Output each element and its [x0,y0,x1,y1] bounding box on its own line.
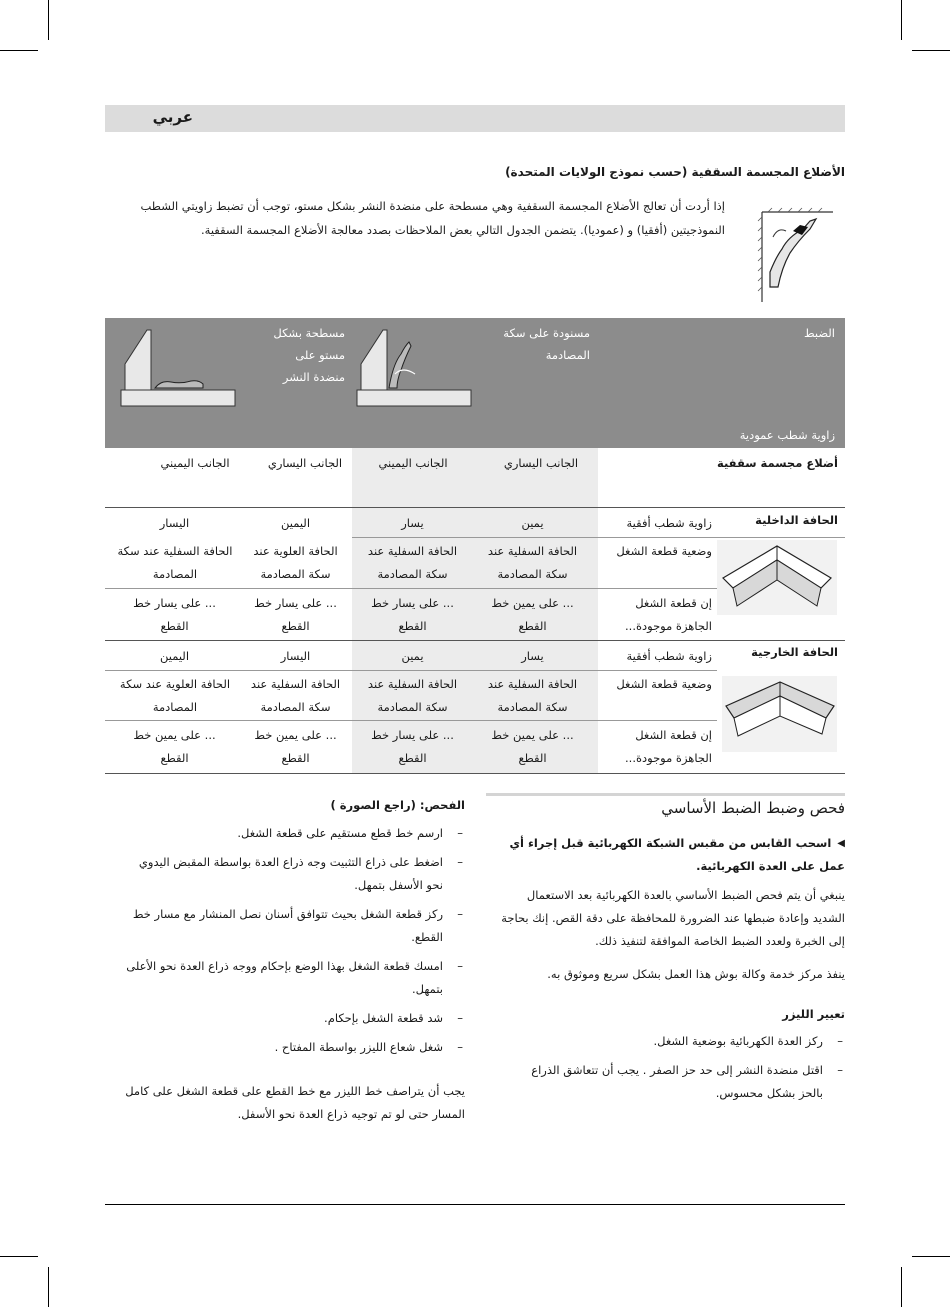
warning-triangle-icon: ◀ [837,838,845,849]
check-text: الفحص: (راجع الصورة ) [330,798,465,812]
inner-row2-c2: الحافة السفلية عند سكة المصادمة [367,544,458,581]
molding-label: أضلاع مجسمة سقفية [717,456,838,470]
warning-text [495,832,845,878]
fence-mount-illustration [353,324,473,408]
side-left-flat: الجانب اليساري [267,456,343,470]
list-item: – اقتل منضدة النشر إلى حد حز الصفر . يجب أن تتعاشق الذراع بالحز بشكل محسوس. [505,1059,845,1105]
outer-row2-c1: الحافة السفلية عند سكة المصادمة [487,677,578,714]
outer-row2-c4: الحافة العلوية عند سكة المصادمة [119,677,231,714]
crop-mark [912,1256,950,1257]
list-item: – ارسم خط قطع مستقيم على قطعة الشغل. [125,822,465,845]
crown-molding-illustration [748,207,833,302]
section-title: الأضلاع المجسمة السقفية (حسب نموذج الولايات المتحدة) [505,165,845,179]
adjustment-heading: فحص وضبط الضبط الأساسي [661,799,845,817]
language-bar [105,105,845,132]
table-header [105,318,845,448]
laser-steps [505,1030,845,1111]
crop-mark [901,0,902,40]
inner-corner-illustration [717,540,837,615]
outer-row2-c3: الحافة السفلية عند سكة المصادمة [250,677,341,714]
outer-row2-c2: الحافة السفلية عند سكة المصادمة [367,677,458,714]
outer-row1-c4: اليمين [159,649,190,663]
crop-mark [0,1256,38,1257]
list-item: – شد قطعة الشغل بإحكام. [125,1007,465,1030]
side-right-flat: الجانب اليميني [160,456,230,470]
outer-row3-c1: ... على يمين خط القطع [491,728,574,765]
header-flat-column: مسطحة بشكل مستو على منضدة النشر [273,326,345,384]
inner-row1-c1: يمين [521,516,544,530]
list-item: – ركز قطعة الشغل بحيث تتوافق أسنان نصل المنشار مع مسار خط القطع. [125,903,465,949]
inner-edge-thumbnail [717,540,837,615]
outer-row3-c3: ... على يمين خط القطع [254,728,337,765]
footer-rule [105,1204,845,1205]
inner-row1-c2: يسار [401,516,424,530]
outer-row1-c2: يمين [401,649,424,663]
service-paragraph: ينفذ مركز خدمة وكالة بوش هذا العمل بشكل سريع وموثوق به. [547,967,845,981]
intro-paragraph: إذا أردت أن تعالج الأضلاع المجسمة السقفية وهي مسطحة على منضدة النشر بشكل مستو، توجب أن تضبط زاويتي الشطب النموذجيتين (أفقيا) و (عموديا). يتضمن الجدول التالي بعض الملاحظات بصدد معالجة الأضلاع المجسمة السقفية. [140,199,725,237]
check-steps [125,822,465,1065]
inner-row3-c2: ... على يسار خط القطع [371,596,454,633]
heading-rule [486,793,845,796]
table-rule [105,670,717,671]
list-item: – اضغط على ذراع التثبيت وجه ذراع العدة بواسطة المقبض اليدوي نحو الأسفل بتمهل. [125,851,465,897]
inner-row1-c4: اليسار [159,516,190,530]
side-right-fence: الجانب اليميني [378,456,448,470]
crop-mark [48,1267,49,1307]
laser-heading: تعيير الليزر [782,1007,845,1021]
inner-row2-c3: الحافة العلوية عند سكة المصادمة [253,544,338,581]
check-line [125,794,465,817]
outer-row3-c2: ... على يسار خط القطع [371,728,454,765]
table-rule [105,588,717,589]
header-vertical-bevel: زاوية شطب عمودية [739,428,835,442]
inner-row2-c4: الحافة السفلية عند سكة المصادمة [117,544,233,581]
crop-mark [901,1267,902,1307]
table-rule [105,773,845,774]
outer-row3-c4: ... على يمين خط القطع [133,728,216,765]
table-rule [105,507,845,508]
laser-note: يجب أن يتراصف خط الليزر مع خط القطع على قطعة الشغل على كامل المسار حتى لو تم توجيه ذراع العدة نحو الأسفل. [125,1084,465,1121]
warning-body: اسحب القابس من مقبس الشبكة الكهربائية قبل إجراء أي عمل على العدة الكهربائية. [509,836,845,873]
inner-row2-label: وضعية قطعة الشغل [616,544,712,558]
inner-row3-c1: ... على يمين خط القطع [491,596,574,633]
side-left-fence: الجانب اليساري [503,456,579,470]
outer-row1-c3: اليسار [280,649,311,663]
flat-mount-illustration [119,324,239,408]
crop-mark [48,0,49,40]
language-label: عربي [152,108,193,126]
inner-row1-label: زاوية شطب أفقية [626,516,712,530]
header-fence-column: مسنودة على سكة المصادمة [503,326,590,362]
outer-corner-illustration [722,676,837,752]
outer-row2-label: وضعية قطعة الشغل [616,677,712,691]
outer-row1-label: زاوية شطب أفقية [626,649,712,663]
outer-edge-thumbnail [722,676,837,752]
outer-edge-label: الحافة الخارجية [751,645,838,659]
outer-row3-label: إن قطعة الشغل الجاهزة موجودة... [625,728,712,765]
outer-row1-c1: يسار [521,649,544,663]
list-item: – ركز العدة الكهربائية بوضعية الشغل. [505,1030,845,1053]
inner-row1-c3: اليمين [280,516,311,530]
crop-mark [912,50,950,51]
maintenance-paragraph: ينبغي أن يتم فحص الضبط الأساسي بالعدة الكهربائية بعد الاستعمال الشديد وإعادة ضبطها عند الضرورة للمحافظة على دقة القص. إنك بحاجة إلى الخبرة ولعدد الضبط الخاصة الموافقة لتنفيذ ذلك. [501,888,845,948]
inner-row2-c1: الحافة السفلية عند سكة المصادمة [487,544,578,581]
list-item: – امسك قطعة الشغل بهذا الوضع بإحكام ووجه ذراع العدة نحو الأعلى بتمهل. [125,955,465,1001]
inner-row3-c3: ... على يسار خط القطع [254,596,337,633]
table-rule [352,537,845,538]
crop-mark [0,50,38,51]
table-rule [105,720,717,721]
inner-row3-label: إن قطعة الشغل الجاهزة موجودة... [625,596,712,633]
inner-row3-c4: ... على يسار خط القطع [133,596,216,633]
header-setting: الضبط [803,326,835,340]
table-rule [105,640,845,641]
list-item: – شغل شعاع الليزر بواسطة المفتاح . [125,1036,465,1059]
inner-edge-label: الحافة الداخلية [755,513,838,527]
